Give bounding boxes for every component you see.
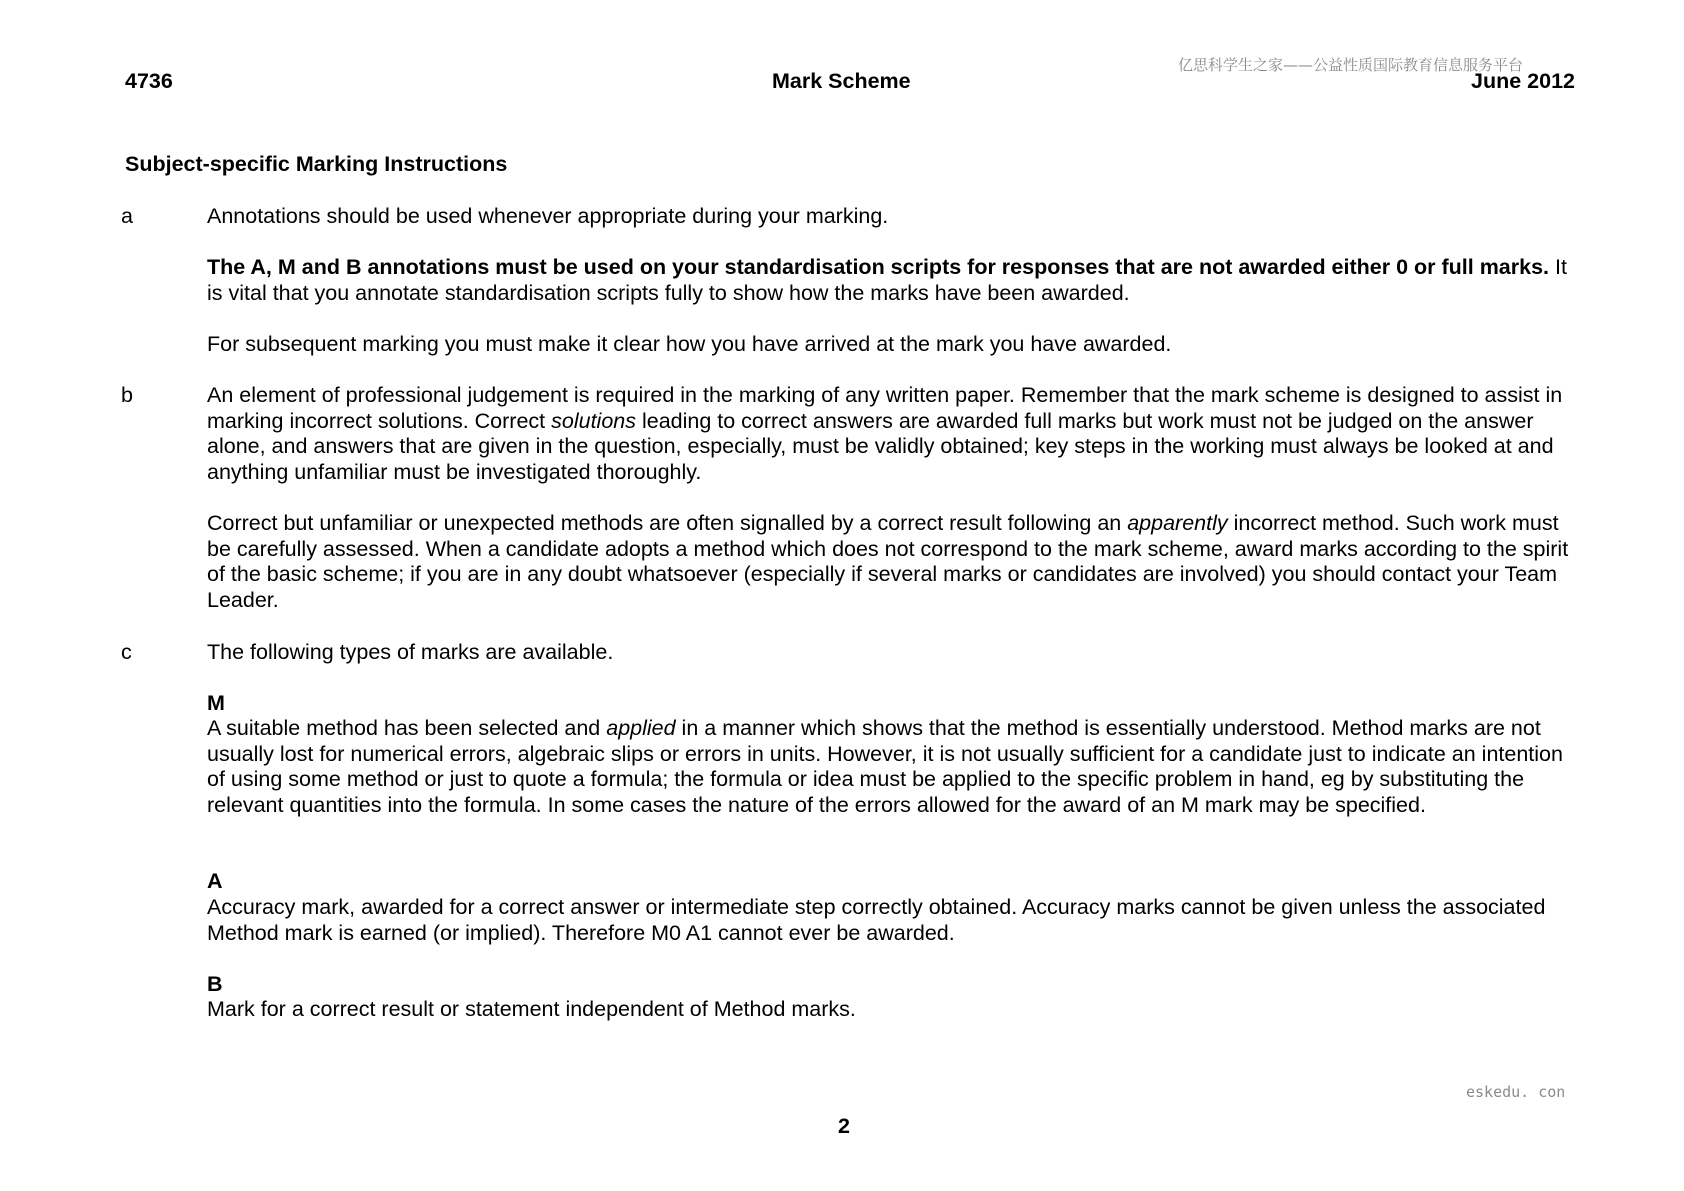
document-title: Mark Scheme (772, 69, 911, 93)
paper-code: 4736 (125, 69, 173, 93)
m-desc-pre: A suitable method has been selected and (207, 716, 607, 740)
m-desc-italic: applied (606, 716, 676, 740)
m-desc-post: in a manner which shows that the method is essentially understood. Method marks are not usually lost for numerical errors, algebraic slips or errors in units. However, it is not usually sufficient for a candidate just to indicate an intention of using some method or just to quote a formula; the formula or idea must be applied to the specific problem in hand, eg by substituting the relevant quantities into the formula. In some cases the nature of the errors allowed for the award of an M mark may be specified. (207, 716, 1563, 817)
item-a-paragraph-2 (207, 255, 1572, 306)
bottom-watermark: eskedu. con (1466, 1083, 1566, 1101)
mark-type-m-heading: M (207, 691, 225, 715)
item-b-paragraph-1 (207, 383, 1572, 485)
mark-type-a-description: Accuracy mark, awarded for a correct answer or intermediate step correctly obtained. Accuracy marks cannot be given unless the associated Method mark is earned (or implied). Therefore M0 A1 cannot ever be awarded. (207, 895, 1546, 945)
mark-type-b-description: Mark for a correct result or statement independent of Method marks. (207, 997, 856, 1021)
mark-type-b-heading: B (207, 972, 223, 996)
document-date: June 2012 (1471, 69, 1575, 93)
item-b-paragraph-2 (207, 511, 1572, 613)
item-b-p1-italic: solutions (551, 408, 636, 433)
item-letter-b: b (121, 383, 133, 407)
item-b-p2-italic: apparently (1127, 511, 1228, 535)
item-a-bold-instruction: The A, M and B annotations must be used on your standardisation scripts for responses that are not awarded either 0 or full marks. (207, 255, 1550, 279)
item-b-p2-post: incorrect method. Such work must be carefully assessed. When a candidate adopts a method which does not correspond to the mark scheme, award marks according to the spirit of the basic scheme; if you are in any doubt whatsoever (especially if several marks or candidates are involved) you should contact your Team Leader. (207, 511, 1569, 612)
item-a-instruction-rest: It is vital that you annotate standardisation scripts fully to show how the marks have been awarded. (207, 255, 1567, 305)
item-b-p1-post: leading to correct answers are awarded full marks but work must not be judged on the answer alone, and answers that are given in the question, especially, must be validly obtained; key steps in the working must always be looked at and anything unfamiliar must be investigated thoroughly. (207, 408, 1554, 484)
item-a-paragraph-1: Annotations should be used whenever appropriate during your marking. (207, 204, 889, 228)
item-a-paragraph-3: For subsequent marking you must make it clear how you have arrived at the mark you have awarded. (207, 332, 1172, 356)
item-b-p2-pre: Correct but unfamiliar or unexpected methods are often signalled by a correct result following an (207, 511, 1128, 535)
page-number: 2 (838, 1114, 850, 1138)
mark-type-m-description (207, 716, 1572, 818)
item-letter-a: a (121, 204, 133, 228)
item-c-paragraph-1: The following types of marks are available. (207, 640, 614, 664)
item-b-p1-pre: An element of professional judgement is required in the marking of any written paper. Remember that the mark scheme is designed to assist in marking incorrect solutions. Correct (207, 383, 1563, 433)
section-title: Subject-specific Marking Instructions (125, 152, 508, 176)
item-letter-c: c (121, 640, 132, 664)
top-watermark: 亿思科学生之家——公益性质国际教育信息服务平台 (1178, 56, 1524, 74)
mark-type-a-heading: A (207, 869, 223, 893)
